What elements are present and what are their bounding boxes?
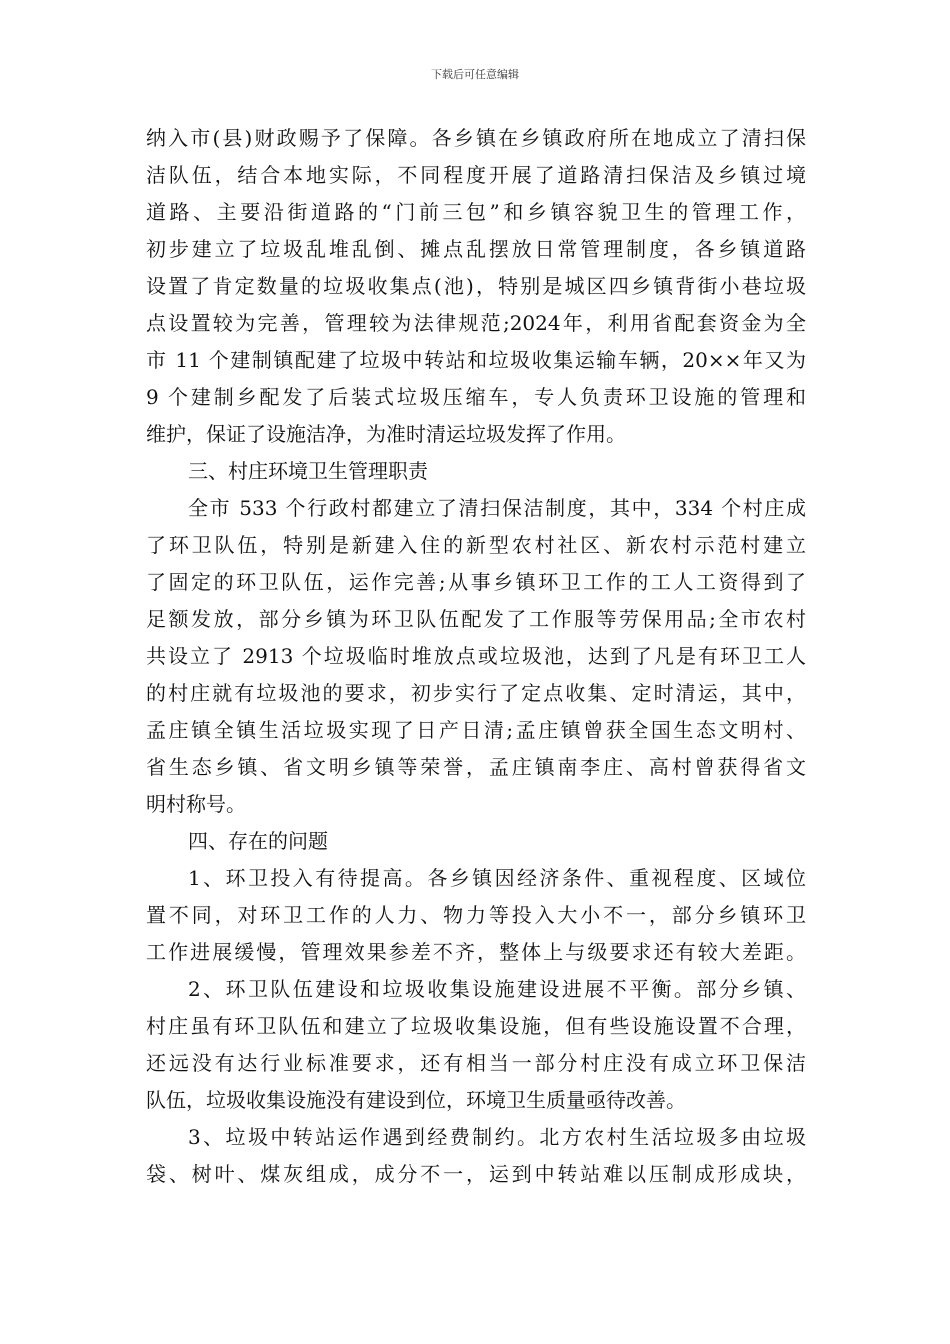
text-line: 足额发放，部分乡镇为环卫队伍配发了工作服等劳保用品;全市农村: [146, 607, 806, 631]
text-line: 市 11 个建制镇配建了垃圾中转站和垃圾收集运输车辆，20××年又为: [146, 348, 806, 372]
text-line: 3、垃圾中转站运作遇到经费制约。北方农村生活垃圾多由垃圾: [188, 1125, 806, 1149]
text-line: 省生态乡镇、省文明乡镇等荣誉，孟庄镇南李庄、高村曾获得省文: [146, 755, 806, 779]
text-line: 道路、主要沿街道路的“门前三包”和乡镇容貌卫生的管理工作，: [146, 200, 806, 224]
text-line: 纳入市(县)财政赐予了保障。各乡镇在乡镇政府所在地成立了清扫保: [146, 126, 806, 150]
text-line: 设置了肯定数量的垃圾收集点(池)，特别是城区四乡镇背街小巷垃圾: [146, 274, 806, 298]
text-line: 初步建立了垃圾乱堆乱倒、摊点乱摆放日常管理制度，各乡镇道路: [146, 237, 806, 261]
text-line: 点设置较为完善，管理较为法律规范;2024年，利用省配套资金为全: [146, 311, 806, 335]
text-line: 了环卫队伍，特别是新建入住的新型农村社区、新农村示范村建立: [146, 533, 806, 557]
text-line: 明村称号。: [146, 792, 246, 816]
text-line: 全市 533 个行政村都建立了清扫保洁制度，其中，334 个村庄成: [188, 496, 806, 520]
document-body: [146, 120, 806, 1193]
text-line: 9 个建制乡配发了后装式垃圾压缩车，专人负责环卫设施的管理和: [146, 385, 806, 409]
text-line: 共设立了 2913 个垃圾临时堆放点或垃圾池，达到了凡是有环卫工人: [146, 644, 806, 668]
text-line: 1、环卫投入有待提高。各乡镇因经济条件、重视程度、区域位: [188, 866, 806, 890]
text-line: 孟庄镇全镇生活垃圾实现了日产日清;孟庄镇曾获全国生态文明村、: [146, 718, 806, 742]
text-line: 还远没有达行业标准要求，还有相当一部分村庄没有成立环卫保洁: [146, 1051, 806, 1075]
section-heading: 三、村庄环境卫生管理职责: [188, 459, 428, 483]
section-heading: 四、存在的问题: [188, 829, 328, 853]
text-line: 维护，保证了设施洁净，为准时清运垃圾发挥了作用。: [146, 422, 626, 446]
page-header: 下载后可任意编辑: [431, 68, 519, 81]
text-line: 洁队伍，结合本地实际，不同程度开展了道路清扫保洁及乡镇过境: [146, 163, 806, 187]
text-line: 了固定的环卫队伍，运作完善;从事乡镇环卫工作的工人工资得到了: [146, 570, 806, 594]
text-line: 袋、树叶、煤灰组成，成分不一，运到中转站难以压制成形成块，: [146, 1162, 806, 1186]
text-line: 队伍，垃圾收集设施没有建设到位，环境卫生质量亟待改善。: [146, 1088, 686, 1112]
text-line: 置不同，对环卫工作的人力、物力等投入大小不一，部分乡镇环卫: [146, 903, 806, 927]
text-line: 村庄虽有环卫队伍和建立了垃圾收集设施，但有些设施设置不合理，: [146, 1014, 806, 1038]
text-line: 的村庄就有垃圾池的要求，初步实行了定点收集、定时清运，其中，: [146, 681, 806, 705]
text-line: 工作进展缓慢，管理效果参差不齐，整体上与级要求还有较大差距。: [146, 940, 806, 964]
text-line: 2、环卫队伍建设和垃圾收集设施建设进展不平衡。部分乡镇、: [188, 977, 806, 1001]
